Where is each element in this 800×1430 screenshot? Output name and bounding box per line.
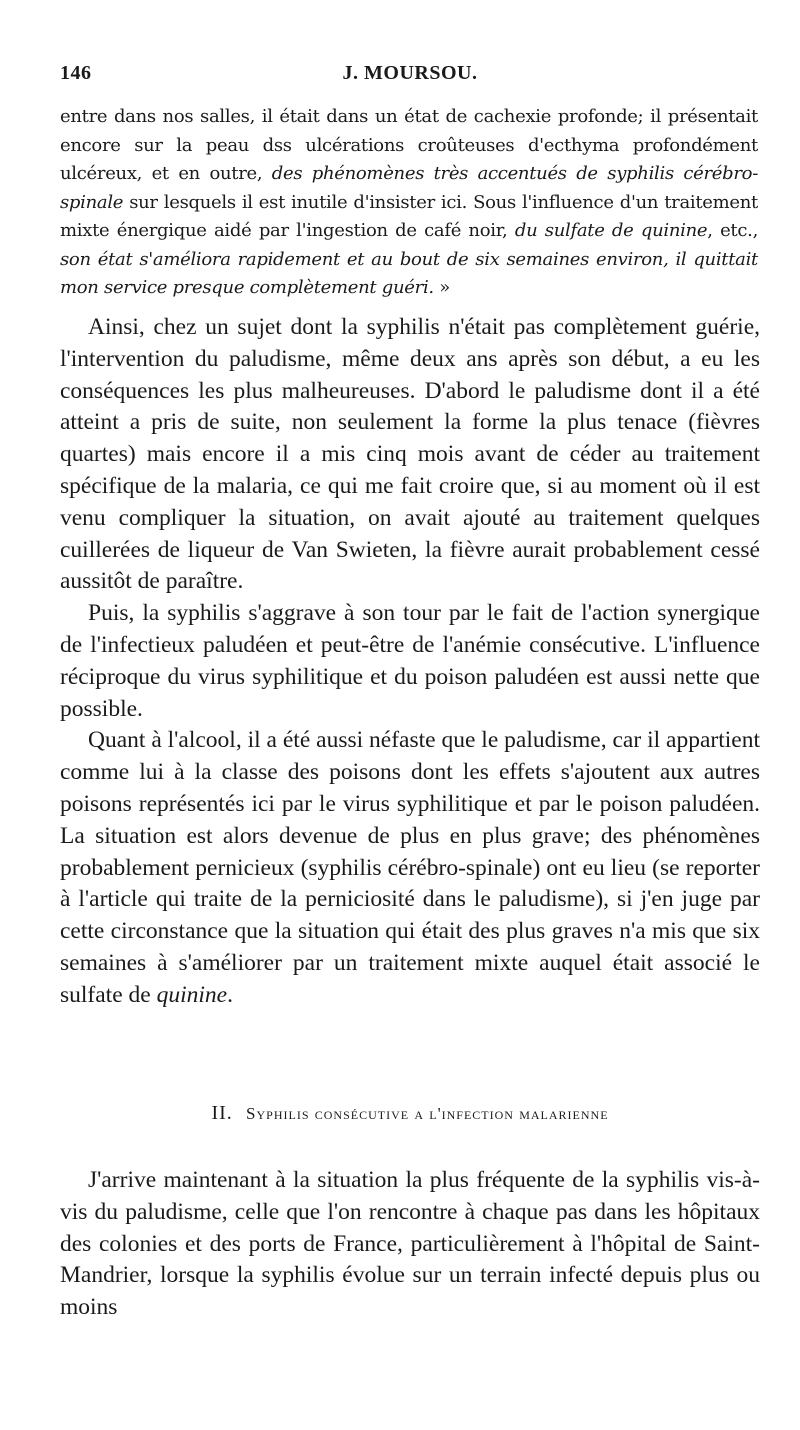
paragraph-3-italic: quinine	[156, 981, 228, 1008]
quote-text-4: »	[433, 277, 450, 298]
paragraph-3-end: .	[227, 981, 233, 1008]
paragraph-1: Ainsi, chez un sujet dont la syphilis n'était pas complètement guérie, l'intervention du paludisme, même deux ans après son début, a eu les conséquences les plus malheureuses. D'abord le paludisme dont il a été atteint a pris de suite, non seulement la forme la plus tenace (fièvres quartes) mais encore il a mis cinq mois avant de céder au traitement spécifique de la malaria, ce qui me fait croire que, si au moment où il est venu compliquer la situation, on avait ajouté au traitement quelques cuillerées de liqueur de Van Swieten, la fièvre aurait probablement cessé aussitôt de paraître.	[60, 314, 760, 595]
section-heading	[60, 1102, 760, 1125]
section-number: II.	[211, 1102, 233, 1124]
section-paragraph-1: J'arrive maintenant à la situation la plus fréquente de la syphilis vis-à-vis du paludisme, celle que l'on rencontre à chaque pas dans les hôpitaux des colonies et des ports de France, particulièrement à l'hôpital de Saint-Mandrier, lorsque la syphilis évolue sur un terrain infecté depuis plus ou moins	[60, 1167, 760, 1321]
running-title: J. MOURSOU.	[342, 62, 478, 84]
quote-text-3: , etc.,	[707, 220, 758, 241]
quote-text-2: sur lesquels il est inutile d'insister ici. Sous l'influence d'un traitement mixte énergique aidé par l'ingestion de café noir,	[60, 191, 758, 241]
paragraph-2: Puis, la syphilis s'aggrave à son tour par le fait de l'action synergique de l'infectieux paludéen et peut-être de l'anémie consécutive. L'influence réciproque du virus syphilitique et du poison paludéen est aussi nette que possible.	[60, 600, 760, 722]
paragraph-3	[60, 725, 760, 1011]
section-title: Syphilis consécutive a l'infection malarienne	[246, 1104, 609, 1123]
quote-italic-3: son état s'améliora rapidement et au bout de six semaines environ, il quittait mon service presque complètement guéri.	[60, 248, 758, 298]
section-body-text	[60, 1165, 760, 1324]
paragraph-3-text: Quant à l'alcool, il a été aussi néfaste que le paludisme, car il appartient comme lui à la classe des poisons dont les effets s'ajoutent aux autres poisons représentés ici par le virus syphilitique et par le poison paludéen. La situation est alors devenue de plus en plus grave; des phénomènes probablement pernicieux (syphilis cérébro-spinale) ont eu lieu (se reporter à l'article qui traite de la perniciosité dans le paludisme), si j'en juge par cette circonstance que la situation qui était des plus graves n'a mis que six semaines à s'améliorer par un traitement mixte auquel était associé le sulfate de	[60, 727, 760, 1008]
quote-text-1: entre dans nos salles, il était dans un état de cachexie profonde; il présentait encore sur la peau dss ulcérations croûteuses d'ecthyma profondément ulcéreux, et en outre,	[60, 106, 758, 184]
quote-italic-1: des phénomènes très accentués de syphilis cérébro-spinale	[60, 163, 758, 213]
quote-italic-2: du sulfate de quinine	[514, 220, 708, 241]
page-header	[60, 62, 760, 92]
page-number: 146	[60, 62, 92, 84]
main-body-text	[60, 312, 760, 1012]
quoted-case-text	[60, 103, 758, 303]
